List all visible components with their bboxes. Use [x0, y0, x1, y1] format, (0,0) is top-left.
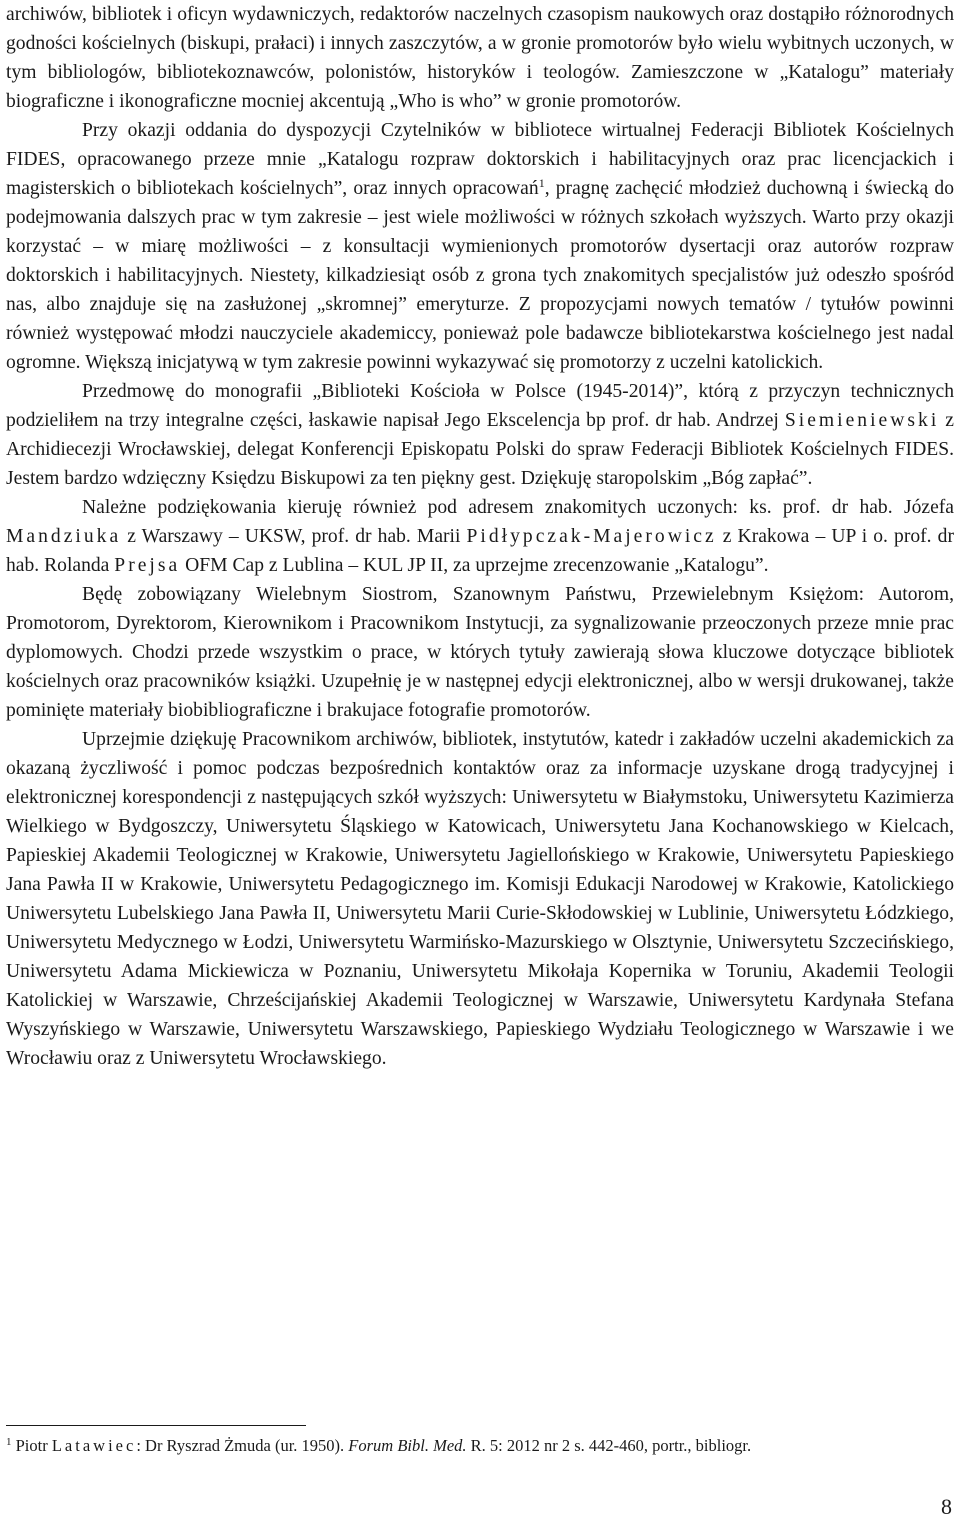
- page-number: 8: [941, 1494, 952, 1519]
- paragraph-text: Przy okazji oddania do dyspozycji Czytelników w bibliotece wirtualnej Federacji Bibliotek Kościelnych FIDES, opracowanego przeze mnie „Katalogu rozpraw doktorskich i habilitacyjnych oraz prac licencjackich i magisterskich o bibliotekach kościelnych”, oraz innych opracowań: [6, 120, 954, 199]
- paragraph-continuation: archiwów, bibliotek i oficyn wydawniczych, redaktorów naczelnych czasopism naukowych oraz dostąpiło różnorodnych godności kościelnych (biskupi, prałaci) i innych zaszczytów, a w gronie promotorów było wielu wybitnych uczonych, w tym bibliologów, bibliotekoznawców, polonistów, historyków i teologów. Zamieszczone w „Katalogu” materiały biograficzne i ikonograficzne mocniej akcentują „Who is who” w gronie promotorów.: [6, 4, 954, 112]
- footnote-text: : Dr Ryszrad Żmuda (ur. 1950).: [136, 1436, 349, 1455]
- spaced-surname: Prejsa: [114, 555, 181, 576]
- paragraph-preface: [6, 377, 954, 493]
- spaced-surname: Mandziuka: [6, 526, 122, 547]
- footnote-author-last: Latawiec: [51, 1436, 137, 1455]
- paragraph-text: z Warszawy – UKSW, prof. dr hab. Marii: [121, 526, 467, 547]
- page-body: [6, 0, 954, 1073]
- footnote-journal: Forum Bibl. Med.: [348, 1436, 467, 1455]
- paragraph-acknowledgements: Uprzejmie dziękuję Pracownikom archiwów, bibliotek, instytutów, katedr i zakładów uczelni akademickich za okazaną życzliwość i pomoc podczas bezpośrednich kontaktów oraz za informacje uzyskane drogą tradycyjnej i elektronicznej korespondencji z następujących szkół wyższych: Uniwersytetu w Białymstoku, Uniwersytetu Kazimierza Wielkiego w Bydgoszczy, Uniwersytetu Śląskiego w Katowicach, Uniwersytetu Jana Kochanowskiego w Kielcach, Papieskiej Akademii Teologicznej w Krakowie, Uniwersytetu Jagiellońskiego w Krakowie, Uniwersytetu Papieskiego Jana Pawła II w Krakowie, Uniwersytetu Pedagogicznego im. Komisji Edukacji Narodowej w Krakowie, Katolickiego Uniwersytetu Lubelskiego Jana Pawła II, Uniwersytetu Marii Curie-Skłodowskiej w Lublinie, Uniwersytetu Łódzkiego, Uniwersytetu Medycznego w Łodzi, Uniwersytetu Warmińsko-Mazurskiego w Olsztynie, Uniwersytetu Szczecińskiego, Uniwersytetu Adama Mickiewicza w Poznaniu, Uniwersytetu Mikołaja Kopernika w Toruniu, Akademii Teologii Katolickiej w Warszawie, Chrześcijańskiej Akademii Teologicznej w Warszawie, Uniwersytetu Kardynała Stefana Wyszyńskiego w Warszawie, Uniwersytetu Warszawskiego, Papieskiego Wydziału Teologicznego w Warszawie i we Wrocławiu oraz z Uniwersytetu Wrocławskiego.: [6, 729, 954, 1069]
- spaced-surname: Pidłypczak-Majerowicz: [466, 526, 717, 547]
- paragraph-text: Przedmowę do monografii „Biblioteki Kościoła w Polsce (1945-2014)”, którą z przyczyn technicznych podzieliłem na trzy integralne części, łaskawie napisał Jego Ekscelencja bp prof. dr hab. Andrzej: [6, 381, 954, 431]
- paragraph-text: z Archidiecezji Wrocławskiej, delegat Konferencji Episkopatu Polski do spraw Federacji Bibliotek Kościelnych FIDES. Jestem bardzo wdzięczny Księdzu Biskupowi za ten piękny gest. Dziękuję staropolskim „Bóg zapłać”.: [6, 410, 954, 489]
- paragraph-text: , pragnę zachęcić młodzież duchowną i świecką do podejmowania dalszych prac w tym zakresie – jest wiele możliwości w różnych szkołach wyższych. Warto przy okazji korzystać – w miarę możliwości – z konsultacji wymienionych promotorów dysertacji oraz autorów rozpraw doktorskich i habilitacyjnych. Niestety, kilkadziesiąt osób z grona tych znakomitych specjalistów już odeszło spośród nas, albo znajduje się na zasłużonej „skromnej” emeryturze. Z propozycjami nowych tematów / tytułów powinni również występować młodzi nauczyciele akademiccy, ponieważ pole badawcze bibliotekarstwa kościelnego jest nadal ogromne. Większą inicjatywą w tym zakresie powinni wykazywać się promotorzy z uczelni katolickich.: [6, 178, 954, 373]
- paragraph-text: OFM Cap z Lublina – KUL JP II, za uprzejme zrecenzowanie „Katalogu”.: [180, 555, 769, 576]
- paragraph-text: z Krakowa – UP i o. prof. dr hab. Rolanda: [6, 526, 954, 576]
- footnote-reference[interactable]: 1: [538, 176, 545, 190]
- paragraph-request: Będę zobowiązany Wielebnym Siostrom, Szanownym Państwu, Przewielebnym Księżom: Autorom, Promotorom, Dyrektorom, Kierownikom i Pracownikom Instytucji, za sygnalizowanie przeoczonych przeze mnie prac dyplomowych. Chodzi przede wszystkim o prace, w których tytuły zawierają słowa kluczowe dotyczące bibliotek kościelnych oraz pracowników książki. Uzupełnię je w następnej edycji elektronicznej, albo w wersji drukowanej, także pominięte materiały biobibliograficzne i brakujace fotografie promotorów.: [6, 584, 954, 721]
- paragraph-reviewers: [6, 493, 954, 580]
- footnote-divider: [6, 1425, 306, 1426]
- paragraph-text: Należne podziękowania kieruję również pod adresem znakomitych uczonych: ks. prof. dr hab. Józefa: [82, 497, 954, 518]
- footnote-author-first: Piotr: [15, 1436, 52, 1455]
- paragraph-catalog-invitation: [6, 116, 954, 377]
- footnote: [6, 1435, 954, 1457]
- spaced-surname: Siemieniewski: [784, 410, 940, 431]
- footnote-marker: 1: [6, 1436, 12, 1448]
- footnote-text: R. 5: 2012 nr 2 s. 442-460, portr., bibliogr.: [466, 1436, 752, 1455]
